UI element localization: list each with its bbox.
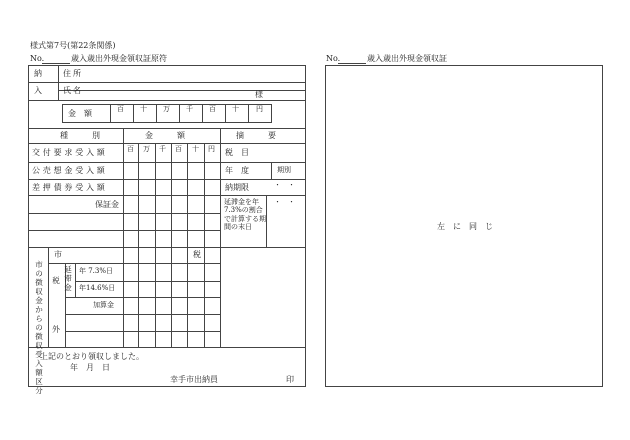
col-summary-header: 摘 要 [236, 131, 276, 140]
row-sashiosae: 差押債券受入額 [32, 183, 108, 192]
sama-label: 様 [255, 90, 263, 99]
city-side-label: 市の徴収金からの徴収受入額区分 [35, 260, 43, 395]
amount-unit: 百 [209, 105, 216, 113]
footer-received: 上記のとおり領収しました。 [40, 352, 144, 361]
left-title: 歳入歳出外現金領収証原符 [71, 54, 167, 63]
name-char-1: 入 [34, 86, 42, 95]
row-hoshokin: 保証金 [95, 200, 119, 209]
right-title: 歳入歳出外現金領収証 [367, 54, 447, 63]
amount-unit: 万 [163, 105, 170, 113]
addr-char-2: 住 [63, 69, 71, 78]
col-amount-header: 金 額 [145, 131, 185, 140]
unit-label: 十 [192, 145, 199, 153]
amount-label: 金 額 [68, 109, 92, 118]
summary-dots-1: ・ ・ [274, 181, 295, 189]
unit-label: 万 [143, 145, 150, 153]
name-char-3: 名 [73, 86, 81, 95]
summary-nofu-kigen: 納期限 [225, 183, 249, 192]
row-kobai: 公売想金受入額 [32, 166, 108, 175]
city-zei-vertical: 税 [52, 276, 60, 285]
amount-unit: 十 [232, 105, 239, 113]
city-zei-label: 税 [193, 250, 201, 259]
amount-unit: 円 [256, 105, 263, 113]
unit-label: 千 [159, 145, 166, 153]
name-char-2: 氏 [63, 86, 71, 95]
city-shi-label: 市 [54, 250, 62, 259]
city-entai-vertical: 延滞金 [64, 265, 72, 292]
city-gai-label: 外 [52, 325, 60, 334]
footer-treasurer: 幸手市出納員 [170, 375, 218, 384]
amount-unit: 十 [140, 105, 147, 113]
footer-date: 年 月 日 [70, 363, 110, 372]
summary-nendo: 年 度 [225, 166, 249, 175]
amount-unit: 千 [186, 105, 193, 113]
right-no-underline [338, 63, 366, 64]
addr-char-3: 所 [73, 69, 81, 78]
form-number-label: 様式第7号(第22条関係) [30, 41, 116, 50]
city-kasan: 加算金 [93, 301, 114, 309]
amount-unit: 百 [117, 105, 124, 113]
footer-seal: 印 [286, 375, 294, 384]
unit-label: 円 [208, 145, 215, 153]
unit-label: 百 [175, 145, 182, 153]
city-rate-1: 年 7.3%日 [79, 267, 114, 275]
summary-dots-2: ・ ・ [274, 198, 295, 206]
summary-zeimoku: 税 目 [225, 148, 249, 157]
addr-char-1: 納 [34, 69, 42, 78]
left-no-label: No. [30, 54, 45, 63]
col-type-header: 種 別 [60, 131, 100, 140]
row-kofu: 交付要求受入額 [32, 148, 108, 157]
right-no-label: No. [326, 54, 341, 63]
right-same-as-left: 左 に 同 じ [437, 222, 493, 231]
unit-label: 百 [127, 145, 134, 153]
summary-entai-text: 延滞金を年 7.3%の割合で計算する期間の末日 [224, 198, 266, 231]
left-no-underline [42, 63, 70, 64]
summary-kibetsu: 期別 [277, 166, 291, 174]
city-rate-2: 年14.6%日 [79, 284, 116, 292]
